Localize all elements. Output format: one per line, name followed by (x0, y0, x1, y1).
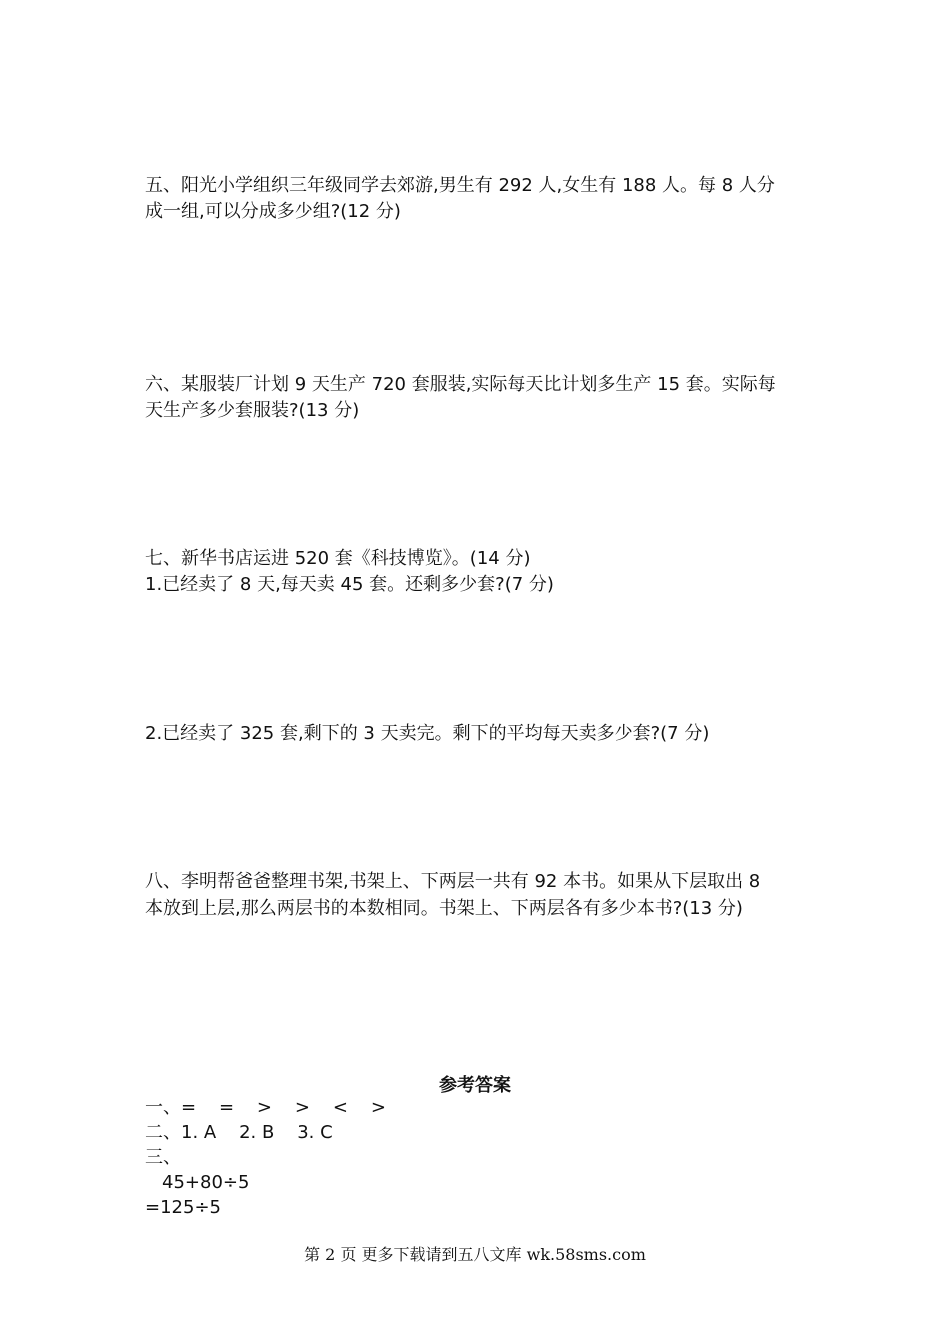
answer-calc-line-1: 45+80÷5 (162, 1172, 250, 1193)
answers-title: 参考答案 (439, 1075, 511, 1096)
answer-calc-line-2: =125÷5 (145, 1197, 221, 1218)
answer-section-1: 一、= = > > < > (145, 1097, 386, 1118)
question-7-heading: 七、新华书店运进 520 套《科技博览》。(14 分) (145, 548, 531, 569)
question-6-line-1: 六、某服装厂计划 9 天生产 720 套服装,实际每天比计划多生产 15 套。实际每 (145, 374, 776, 395)
question-5-line-2: 成一组,可以分成多少组?(12 分) (145, 201, 401, 222)
question-5-line-1: 五、阳光小学组织三年级同学去郊游,男生有 292 人,女生有 188 人。每 8 人分 (145, 175, 775, 196)
answer-section-3: 三、 (145, 1147, 181, 1168)
question-7-part-2: 2.已经卖了 325 套,剩下的 3 天卖完。剩下的平均每天卖多少套?(7 分) (145, 723, 710, 744)
question-6-line-2: 天生产多少套服装?(13 分) (145, 400, 360, 421)
question-8-line-1: 八、李明帮爸爸整理书架,书架上、下两层一共有 92 本书。如果从下层取出 8 (145, 871, 761, 892)
question-8-line-2: 本放到上层,那么两层书的本数相同。书架上、下两层各有多少本书?(13 分) (145, 898, 743, 919)
answer-section-2: 二、1. A 2. B 3. C (145, 1122, 333, 1143)
question-7-part-1: 1.已经卖了 8 天,每天卖 45 套。还剩多少套?(7 分) (145, 574, 554, 595)
page-footer: 第 2 页 更多下载请到五八文库 wk.58sms.com (304, 1245, 646, 1264)
